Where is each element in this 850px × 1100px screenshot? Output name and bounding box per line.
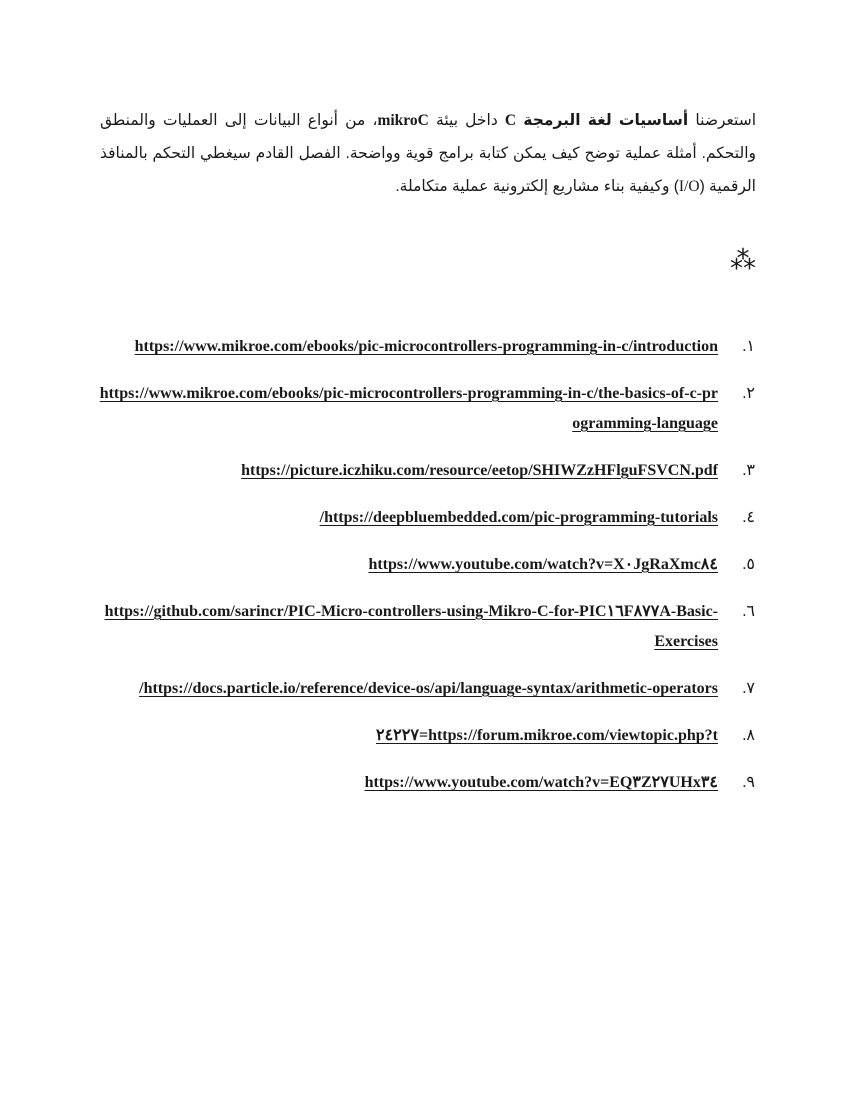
reference-link[interactable]: https://picture.iczhiku.com/resource/eetop/SHIWZzHFlguFSVCN.pdf [241,462,718,479]
reference-number: ٤. [742,509,755,526]
reference-number: ٦. [742,603,755,620]
reference-link[interactable]: https://www.mikroe.com/ebooks/pic-microcontrollers-programming-in-c/the-basics-of-c-programming-language [99,385,718,432]
summary-bold-topic: أساسيات لغة البرمجة [516,111,689,129]
reference-number: ٣. [742,462,755,479]
reference-number: ٨. [742,727,755,744]
reference-item [95,550,755,580]
summary-text-2: داخل بيئة [428,111,505,129]
reference-number: ١. [742,338,755,355]
reference-number: ٧. [742,680,755,697]
reference-item [95,674,755,704]
reference-item [95,597,755,657]
summary-text-4: ) وكيفية بناء مشاريع إلكترونية عملية متكاملة. [395,177,679,195]
reference-item [95,721,755,751]
asterism-separator: ⁂ [730,246,756,276]
summary-io: I/O [678,177,700,195]
reference-number: ٢. [742,385,755,402]
reference-item [95,332,755,362]
reference-item [95,379,755,439]
reference-link[interactable]: https://www.mikroe.com/ebooks/pic-microcontrollers-programming-in-c/introduction [134,338,718,355]
summary-text-3: ، من أنواع البيانات إلى العمليات والمنطق والتحكم. أمثلة عملية توضح كيف يمكن كتابة برامج قوية وواضحة. الفصل القادم سيغطي التحكم بالمنافذ الرقمية ( [100,111,756,195]
reference-link[interactable]: https://www.youtube.com/watch?v=EQ٣Z٢٧UHx٣٤ [364,774,718,791]
chapter-summary-paragraph [100,104,756,203]
reference-link[interactable]: https://www.youtube.com/watch?v=X٠JgRaXmc٨٤ [368,556,718,573]
summary-text-1: استعرضنا [688,111,756,129]
reference-link[interactable]: https://forum.mikroe.com/viewtopic.php?t=٢٤٢٢٧ [375,727,718,744]
summary-environment: mikroC [377,111,429,129]
summary-c-language: C [504,111,517,129]
reference-number: ٩. [742,774,755,791]
references-list [95,332,755,815]
reference-number: ٥. [742,556,755,573]
reference-item [95,456,755,486]
reference-link[interactable]: https://github.com/sarincr/PIC-Micro-controllers-using-Mikro-C-for-PIC١٦F٨٧٧A-Basic-Exercises [104,603,718,650]
reference-link[interactable]: https://deepbluembedded.com/pic-programming-tutorials/ [319,509,718,526]
reference-item [95,768,755,798]
reference-item [95,503,755,533]
reference-link[interactable]: https://docs.particle.io/reference/device-os/api/language-syntax/arithmetic-operators/ [139,680,718,697]
